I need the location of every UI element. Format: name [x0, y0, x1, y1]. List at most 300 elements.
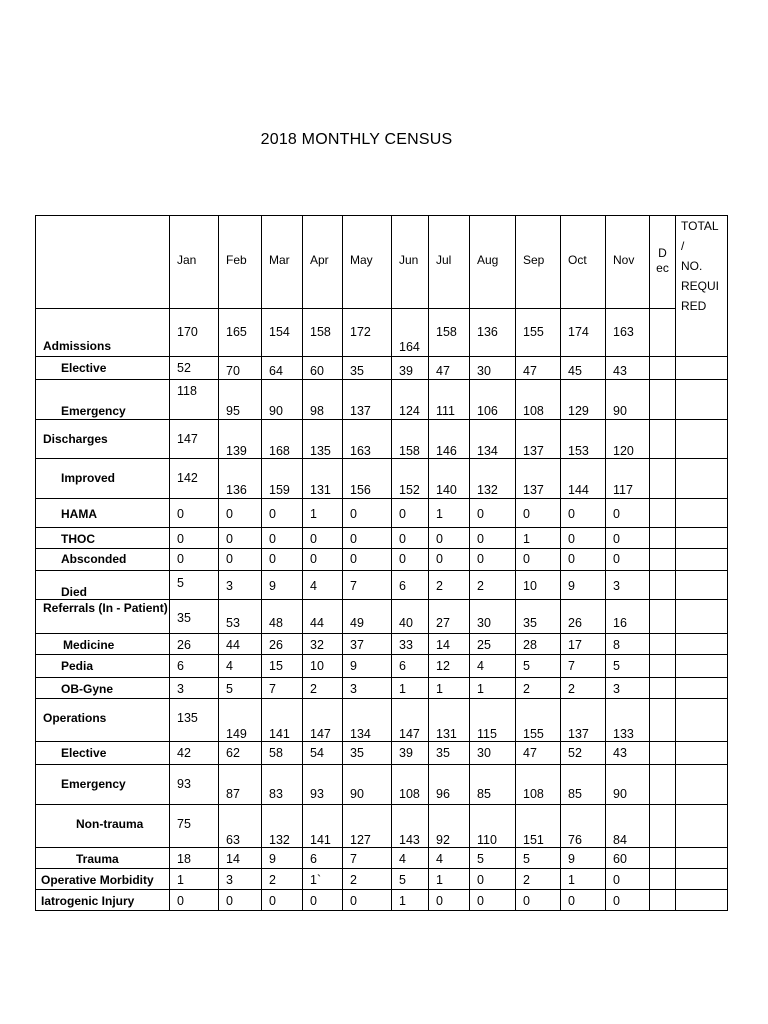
cell-value: 146	[436, 444, 457, 458]
cell-value: 90	[613, 787, 627, 801]
value-cell	[262, 600, 303, 634]
table-row	[36, 459, 728, 499]
value-cell	[429, 420, 470, 459]
cell-value: 14	[226, 852, 240, 866]
cell-value: 137	[568, 727, 589, 741]
value-cell	[303, 742, 343, 765]
month-header: Sep	[516, 216, 561, 309]
cell-value: 153	[568, 444, 589, 458]
value-cell	[392, 634, 429, 655]
total-cell	[676, 869, 728, 890]
value-cell	[343, 459, 392, 499]
row-label-cell	[36, 699, 170, 742]
value-cell	[262, 549, 303, 571]
cell-value: 5	[177, 576, 184, 590]
cell-value: 129	[568, 404, 589, 418]
cell-value: 168	[269, 444, 290, 458]
cell-value: 7	[350, 852, 357, 866]
cell-value: 143	[399, 833, 420, 847]
cell-value: 132	[477, 483, 498, 497]
dec-cell	[650, 357, 676, 380]
value-cell	[262, 357, 303, 380]
value-cell	[606, 699, 650, 742]
cell-value: 154	[269, 325, 290, 339]
cell-value: 44	[310, 616, 324, 630]
value-cell	[392, 805, 429, 848]
value-cell	[606, 528, 650, 549]
row-label-cell	[36, 357, 170, 380]
cell-value: 3	[177, 682, 184, 696]
value-cell	[170, 600, 219, 634]
header-label-cell	[36, 216, 170, 309]
value-cell	[219, 699, 262, 742]
value-cell	[219, 528, 262, 549]
cell-value: 54	[310, 746, 324, 760]
value-cell	[170, 742, 219, 765]
cell-value: 47	[436, 364, 450, 378]
value-cell	[392, 600, 429, 634]
cell-value: 75	[177, 817, 191, 831]
row-label-cell	[36, 634, 170, 655]
value-cell	[219, 499, 262, 528]
cell-value: 70	[226, 364, 240, 378]
cell-value: 90	[350, 787, 364, 801]
cell-value: 2	[436, 579, 443, 593]
cell-value: 58	[269, 746, 283, 760]
cell-value: 9	[568, 852, 575, 866]
cell-value: 0	[177, 532, 184, 546]
cell-value: 0	[177, 552, 184, 566]
cell-value: 0	[310, 894, 317, 908]
value-cell	[262, 634, 303, 655]
value-cell	[429, 678, 470, 699]
value-cell	[170, 499, 219, 528]
cell-value: 2	[310, 682, 317, 696]
value-cell	[262, 571, 303, 600]
cell-value: 0	[568, 507, 575, 521]
value-cell	[303, 869, 343, 890]
value-cell	[470, 528, 516, 549]
value-cell	[561, 549, 606, 571]
value-cell	[392, 528, 429, 549]
cell-value: 0	[399, 552, 406, 566]
value-cell	[303, 380, 343, 420]
row-label-cell	[36, 499, 170, 528]
value-cell	[516, 549, 561, 571]
month-header: Oct	[561, 216, 606, 309]
cell-value: 63	[226, 833, 240, 847]
cell-value: 44	[226, 638, 240, 652]
value-cell	[303, 499, 343, 528]
cell-value: 141	[310, 833, 331, 847]
value-cell	[429, 571, 470, 600]
cell-value: 0	[477, 507, 484, 521]
cell-value: 85	[477, 787, 491, 801]
value-cell	[392, 848, 429, 869]
value-cell	[606, 420, 650, 459]
value-cell	[219, 634, 262, 655]
value-cell	[561, 309, 606, 357]
dec-cell	[650, 499, 676, 528]
cell-value: 136	[477, 325, 498, 339]
value-cell	[262, 699, 303, 742]
cell-value: 47	[523, 364, 537, 378]
value-cell	[470, 420, 516, 459]
value-cell	[219, 571, 262, 600]
value-cell	[303, 549, 343, 571]
value-cell	[343, 549, 392, 571]
value-cell	[219, 869, 262, 890]
cell-value: 27	[436, 616, 450, 630]
cell-value: 151	[523, 833, 544, 847]
cell-value: 6	[310, 852, 317, 866]
row-label: Pedia	[61, 659, 94, 673]
value-cell	[429, 765, 470, 805]
value-cell	[303, 459, 343, 499]
cell-value: 49	[350, 616, 364, 630]
cell-value: 0	[226, 507, 233, 521]
dec-cell	[650, 309, 676, 357]
cell-value: 6	[399, 579, 406, 593]
value-cell	[392, 571, 429, 600]
value-cell	[606, 380, 650, 420]
value-cell	[561, 357, 606, 380]
value-cell	[262, 499, 303, 528]
cell-value: 83	[269, 787, 283, 801]
value-cell	[516, 765, 561, 805]
table-row	[36, 678, 728, 699]
value-cell	[429, 499, 470, 528]
cell-value: 76	[568, 833, 582, 847]
cell-value: 26	[177, 638, 191, 652]
cell-value: 52	[177, 361, 191, 375]
cell-value: 1	[523, 532, 530, 546]
cell-value: 9	[269, 579, 276, 593]
value-cell	[606, 678, 650, 699]
value-cell	[262, 805, 303, 848]
cell-value: 156	[350, 483, 371, 497]
row-label-cell	[36, 600, 170, 634]
row-label: THOC	[61, 532, 95, 546]
dec-label-line2: ec	[656, 261, 669, 275]
value-cell	[606, 549, 650, 571]
value-cell	[303, 571, 343, 600]
cell-value: 0	[350, 894, 357, 908]
cell-value: 106	[477, 404, 498, 418]
total-cell	[676, 634, 728, 655]
cell-value: 0	[177, 894, 184, 908]
value-cell	[170, 309, 219, 357]
cell-value: 1	[436, 507, 443, 521]
cell-value: 60	[613, 852, 627, 866]
row-label: OB-Gyne	[61, 682, 114, 696]
value-cell	[470, 357, 516, 380]
cell-value: 164	[399, 340, 420, 354]
value-cell	[516, 848, 561, 869]
row-label: Absconded	[61, 552, 127, 566]
cell-value: 62	[226, 746, 240, 760]
value-cell	[561, 699, 606, 742]
total-cell	[676, 765, 728, 805]
row-label: Elective	[61, 746, 107, 760]
value-cell	[561, 600, 606, 634]
cell-value: 0	[613, 873, 620, 887]
cell-value: 45	[568, 364, 582, 378]
table-row	[36, 699, 728, 742]
cell-value: 6	[399, 659, 406, 673]
value-cell	[343, 420, 392, 459]
cell-value: 5	[613, 659, 620, 673]
cell-value: 1	[568, 873, 575, 887]
value-cell	[606, 655, 650, 678]
value-cell	[392, 890, 429, 911]
cell-value: 60	[310, 364, 324, 378]
cell-value: 133	[613, 727, 634, 741]
cell-value: 90	[613, 404, 627, 418]
value-cell	[219, 380, 262, 420]
value-cell	[470, 848, 516, 869]
value-cell	[303, 600, 343, 634]
cell-value: 4	[477, 659, 484, 673]
cell-value: 0	[568, 532, 575, 546]
cell-value: 131	[436, 727, 457, 741]
value-cell	[170, 571, 219, 600]
value-cell	[516, 805, 561, 848]
table-row	[36, 634, 728, 655]
cell-value: 2	[350, 873, 357, 887]
value-cell	[392, 869, 429, 890]
value-cell	[516, 528, 561, 549]
row-label: Non-trauma	[76, 817, 144, 831]
cell-value: 40	[399, 616, 413, 630]
cell-value: 0	[613, 507, 620, 521]
value-cell	[170, 869, 219, 890]
header-row	[36, 216, 728, 309]
cell-value: 8	[613, 638, 620, 652]
total-cell	[676, 571, 728, 600]
month-header: Jun	[392, 216, 429, 309]
cell-value: 4	[399, 852, 406, 866]
cell-value: 172	[350, 325, 371, 339]
table-row	[36, 420, 728, 459]
dec-label-line1: D	[658, 246, 667, 260]
value-cell	[303, 528, 343, 549]
value-cell	[561, 890, 606, 911]
cell-value: 9	[350, 659, 357, 673]
value-cell	[343, 742, 392, 765]
cell-value: 35	[177, 611, 191, 625]
value-cell	[516, 571, 561, 600]
cell-value: 0	[310, 552, 317, 566]
cell-value: 0	[523, 552, 530, 566]
cell-value: 0	[399, 532, 406, 546]
value-cell	[470, 380, 516, 420]
value-cell	[303, 890, 343, 911]
dec-cell	[650, 549, 676, 571]
value-cell	[516, 634, 561, 655]
cell-value: 0	[269, 507, 276, 521]
value-cell	[343, 805, 392, 848]
value-cell	[343, 528, 392, 549]
cell-value: 131	[310, 483, 331, 497]
value-cell	[606, 869, 650, 890]
dec-cell	[650, 380, 676, 420]
row-label: Discharges	[43, 432, 108, 446]
dec-cell	[650, 634, 676, 655]
row-label-cell	[36, 528, 170, 549]
value-cell	[429, 600, 470, 634]
cell-value: 149	[226, 727, 247, 741]
cell-value: 0	[350, 532, 357, 546]
cell-value: 135	[177, 711, 198, 725]
value-cell	[262, 655, 303, 678]
row-label-cell	[36, 678, 170, 699]
value-cell	[606, 805, 650, 848]
total-cell	[676, 655, 728, 678]
cell-value: 85	[568, 787, 582, 801]
row-label: Emergency	[61, 777, 126, 791]
value-cell	[343, 765, 392, 805]
value-cell	[606, 742, 650, 765]
value-cell	[303, 805, 343, 848]
value-cell	[262, 742, 303, 765]
table-row	[36, 357, 728, 380]
value-cell	[343, 678, 392, 699]
table-row	[36, 380, 728, 420]
row-label-cell	[36, 655, 170, 678]
value-cell	[606, 459, 650, 499]
value-cell	[303, 357, 343, 380]
cell-value: 158	[310, 325, 331, 339]
cell-value: 5	[477, 852, 484, 866]
value-cell	[303, 634, 343, 655]
cell-value: 135	[310, 444, 331, 458]
cell-value: 147	[399, 727, 420, 741]
dec-cell	[650, 890, 676, 911]
cell-value: 2	[568, 682, 575, 696]
value-cell	[262, 765, 303, 805]
value-cell	[561, 420, 606, 459]
cell-value: 15	[269, 659, 283, 673]
value-cell	[516, 357, 561, 380]
value-cell	[606, 309, 650, 357]
total-cell	[676, 357, 728, 380]
table-row	[36, 765, 728, 805]
value-cell	[429, 848, 470, 869]
value-cell	[303, 765, 343, 805]
value-cell	[392, 742, 429, 765]
total-cell	[676, 678, 728, 699]
cell-value: 0	[523, 507, 530, 521]
cell-value: 137	[523, 483, 544, 497]
cell-value: 2	[523, 873, 530, 887]
value-cell	[343, 309, 392, 357]
cell-value: 108	[399, 787, 420, 801]
value-cell	[516, 600, 561, 634]
value-cell	[516, 380, 561, 420]
cell-value: 3	[350, 682, 357, 696]
cell-value: 3	[613, 579, 620, 593]
cell-value: 0	[477, 894, 484, 908]
cell-value: 155	[523, 727, 544, 741]
value-cell	[606, 600, 650, 634]
value-cell	[516, 499, 561, 528]
value-cell	[303, 678, 343, 699]
value-cell	[219, 357, 262, 380]
dec-cell	[650, 848, 676, 869]
total-cell	[676, 459, 728, 499]
value-cell	[429, 890, 470, 911]
row-label-cell	[36, 765, 170, 805]
value-cell	[516, 869, 561, 890]
cell-value: 10	[523, 579, 537, 593]
value-cell	[606, 357, 650, 380]
value-cell	[219, 765, 262, 805]
cell-value: 0	[350, 552, 357, 566]
value-cell	[303, 420, 343, 459]
cell-value: 43	[613, 364, 627, 378]
value-cell	[429, 380, 470, 420]
total-cell	[676, 699, 728, 742]
cell-value: 87	[226, 787, 240, 801]
dec-cell	[650, 528, 676, 549]
dec-cell	[650, 459, 676, 499]
month-header: Mar	[262, 216, 303, 309]
cell-value: 92	[436, 833, 450, 847]
month-header: Jan	[170, 216, 219, 309]
value-cell	[262, 890, 303, 911]
cell-value: 35	[350, 746, 364, 760]
cell-value: 155	[523, 325, 544, 339]
cell-value: 1	[310, 507, 317, 521]
table-row	[36, 549, 728, 571]
cell-value: 163	[613, 325, 634, 339]
value-cell	[219, 420, 262, 459]
value-cell	[170, 459, 219, 499]
value-cell	[219, 309, 262, 357]
cell-value: 3	[226, 579, 233, 593]
row-label-cell	[36, 805, 170, 848]
month-header: May	[343, 216, 392, 309]
cell-value: 32	[310, 638, 324, 652]
value-cell	[343, 634, 392, 655]
cell-value: 140	[436, 483, 457, 497]
table-row	[36, 499, 728, 528]
value-cell	[561, 459, 606, 499]
value-cell	[170, 655, 219, 678]
value-cell	[470, 765, 516, 805]
dec-cell	[650, 805, 676, 848]
month-header: Nov	[606, 216, 650, 309]
value-cell	[429, 634, 470, 655]
cell-value: 0	[177, 507, 184, 521]
total-cell	[676, 420, 728, 459]
row-label: Trauma	[76, 852, 119, 866]
cell-value: 7	[568, 659, 575, 673]
value-cell	[561, 655, 606, 678]
value-cell	[516, 890, 561, 911]
total-cell	[676, 890, 728, 911]
value-cell	[470, 549, 516, 571]
cell-value: 0	[613, 552, 620, 566]
cell-value: 159	[269, 483, 290, 497]
cell-value: 30	[477, 364, 491, 378]
value-cell	[516, 655, 561, 678]
cell-value: 93	[177, 777, 191, 791]
value-cell	[170, 420, 219, 459]
cell-value: 18	[177, 852, 191, 866]
total-cell	[676, 499, 728, 528]
